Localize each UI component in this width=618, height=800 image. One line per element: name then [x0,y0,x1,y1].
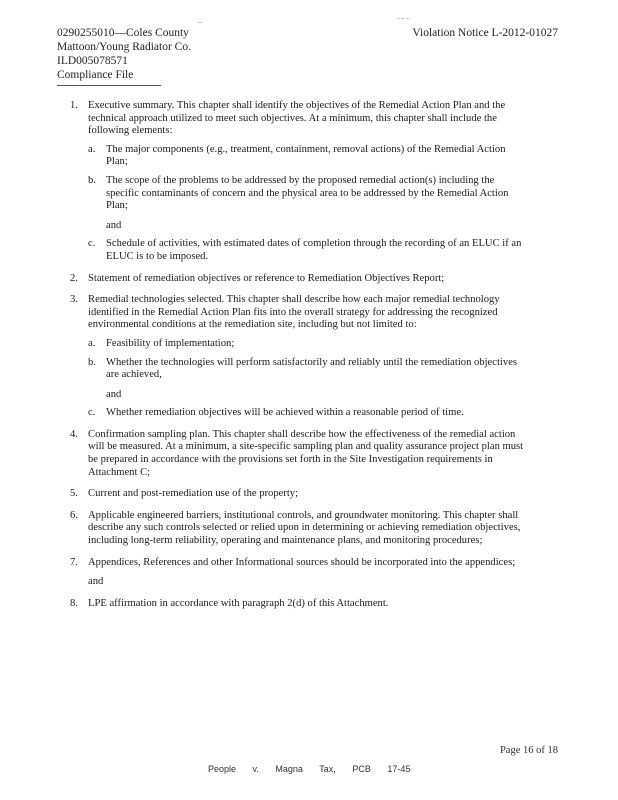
list-item-2 [70,273,525,286]
sub-item-letter: a. [88,337,96,349]
item-text: Current and post-remediation use of the property; [88,488,299,500]
list-item-7 [70,557,525,589]
sub-item-3a [88,338,525,351]
stamp-word: People [208,764,237,774]
item-number: 2. [70,272,78,284]
sub-item-letter: c. [88,407,96,419]
item-number: 4. [70,428,78,440]
header-left-block [57,26,191,82]
header-rule [57,85,161,86]
page-number: Page 16 of 18 [499,745,558,756]
list-item-1 [70,100,525,264]
item-text: LPE affirmation in accordance with paragraph 2(d) of this Attachment. [88,597,389,609]
sub-item-text: Schedule of activities, with estimated dates of completion through the recording of an ELUC if an ELUC is to be imposed. [106,238,522,262]
header-facility-name: Mattoon/Young Radiator Co. [57,41,191,53]
conjunction-and: and [106,219,122,231]
list-item-6 [70,510,525,548]
header-facility-id: 0290255010—Coles County [57,27,189,39]
sub-item-letter: c. [88,238,96,250]
item-text: Executive summary. This chapter shall identify the objectives of the Remedial Action Plan and the technical approach utilized to meet such objectives. At a minimum, this chapter shall include the following elements: [88,100,506,137]
list-item-4 [70,429,525,479]
stamp-word: Tax, [319,764,336,774]
sub-item-3b [88,357,525,402]
sub-item-letter: b. [88,174,96,186]
header-violation-notice: Violation Notice L-2012-01027 [412,27,558,39]
scan-mark: .. [198,16,202,25]
sub-item-text: Whether remediation objectives will be achieved within a reasonable period of time. [106,407,464,419]
item-number: 3. [70,294,78,306]
item-text: Statement of remediation objectives or reference to Remediation Objectives Report; [88,272,445,284]
case-stamp [208,764,422,774]
stamp-word: Magna [275,764,303,774]
item-text: Remedial technologies selected. This chapter shall describe how each major remedial technology identified in the Remedial Action Plan fits into the overall strategy for addressing the recognized environmental conditions at the remediation site, including but not limited to: [88,294,500,331]
item-number: 8. [70,597,78,609]
list-item-8 [70,598,525,611]
list-item-3 [70,294,525,420]
list-item-5 [70,488,525,501]
sub-item-1b [88,175,525,232]
conjunction-and: and [106,388,122,400]
header-file-type: Compliance File [57,69,134,81]
header-epa-id: ILD005078571 [57,55,128,67]
sub-item-1c [88,238,525,263]
stamp-word: PCB [352,764,371,774]
stamp-word: 17-45 [387,764,411,774]
sub-item-text: The scope of the problems to be addressed by the proposed remedial action(s) including the specific contaminants of concern and the physical area to be addressed by the Remedial Action Plan; [106,174,509,212]
item-number: 1. [70,100,78,111]
conjunction-and: and [88,576,104,588]
stamp-word: v. [252,764,259,774]
sub-item-text: Feasibility of implementation; [106,337,235,349]
item-text: Applicable engineered barriers, institutional controls, and groundwater monitoring. This chapter shall describe any such controls selected or relied upon in determining or achieving remediation objectives, including long-term reliability, operating and maintenance plans, and monitoring procedures; [88,509,521,547]
item-number: 5. [70,488,78,500]
scan-tick: - - - [397,14,409,23]
sub-item-text: Whether the technologies will perform satisfactorily and reliably until the remediation objectives are achieved, [106,356,517,381]
item-text: Confirmation sampling plan. This chapter shall describe how the effectiveness of the remedial action will be measured. At a minimum, a site-specific sampling plan and quality assurance project plan must be prepared in accordance with the provisions set forth in the Site Investigation requirements in Attachment C; [88,428,524,478]
sub-item-1a [88,144,525,169]
item-number: 6. [70,509,78,521]
sub-item-letter: b. [88,356,96,368]
item-text: Appendices, References and other Informational sources should be incorporated into the appendices; [88,556,516,568]
sub-item-3c [88,407,525,420]
item-number: 7. [70,556,78,568]
sub-item-letter: a. [88,143,96,155]
document-body [70,100,525,619]
sub-item-text: The major components (e.g., treatment, containment, removal actions) of the Remedial Action Plan; [106,143,506,168]
